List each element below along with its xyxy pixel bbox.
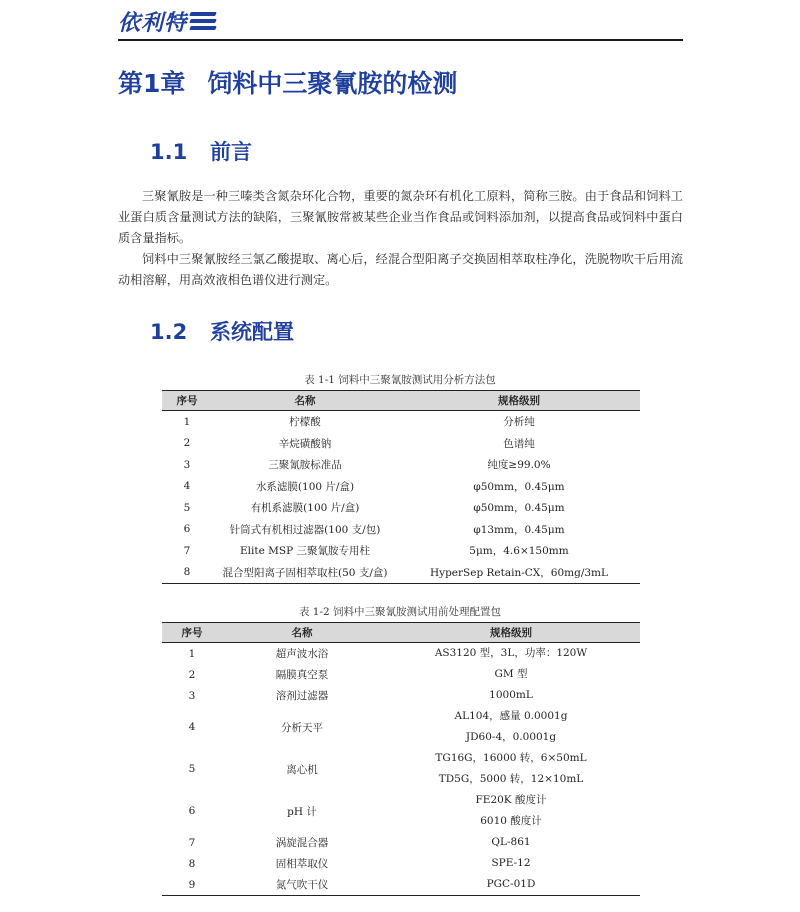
brand-logo	[118, 6, 216, 36]
column-header: 规格级别	[398, 391, 640, 411]
item-name-cell: 氮气吹干仪	[222, 874, 382, 896]
spec-cell	[382, 832, 640, 853]
table-row	[162, 685, 640, 706]
header-divider	[118, 39, 683, 41]
spec-cell: 纯度≥99.0%	[487, 459, 551, 472]
table-row	[162, 433, 640, 455]
spec-line: SPE-12	[491, 857, 531, 869]
table-row	[162, 476, 640, 498]
paragraph: 饲料中三聚氰胺经三氯乙酸提取、离心后，经混合型阳离子交换固相萃取柱净化，洗脱物吹干后用流动相溶解，用高效液相色谱仪进行测定。	[118, 252, 683, 287]
column-header: 规格级别	[382, 623, 640, 643]
spec-cell	[382, 853, 640, 874]
table-row	[162, 411, 640, 433]
row-number-cell: 2	[188, 668, 196, 681]
analysis-kit-table	[162, 390, 640, 584]
page-header	[118, 6, 683, 42]
item-name-cell: 柠檬酸	[289, 416, 321, 429]
spec-line: PGC-01D	[486, 878, 536, 890]
table-caption: 表 1-2 饲料中三聚氰胺测试用前处理配置包	[298, 606, 502, 618]
logo-stripes-icon	[190, 10, 216, 32]
spec-cell	[382, 706, 640, 748]
row-number-cell: 7	[188, 836, 196, 849]
spec-line: TD5G，5000 转，12×10mL	[438, 773, 584, 785]
spec-line: QL-861	[491, 836, 531, 848]
chapter-title-text: 饲料中三聚氰胺的检测	[207, 69, 458, 98]
row-number-cell: 2	[183, 437, 191, 450]
spec-cell: 5μm，4.6×150mm	[469, 545, 569, 558]
table-row	[162, 790, 640, 832]
table-row	[162, 832, 640, 853]
row-number-cell: 5	[183, 501, 191, 514]
table-row	[162, 454, 640, 476]
item-name-cell: 分析天平	[281, 721, 323, 734]
row-number-cell: 8	[188, 857, 196, 870]
column-header: 序号	[162, 391, 212, 411]
table-row	[162, 748, 640, 790]
spec-cell: HyperSep Retain-CX，60mg/3mL	[398, 562, 640, 584]
spec-cell	[382, 685, 640, 706]
spec-line: JD60-4，0.0001g	[465, 731, 557, 743]
table-row	[162, 643, 640, 665]
row-number-cell: 8	[162, 562, 212, 584]
item-name-cell: 三聚氰胺标准品	[268, 459, 342, 472]
section-title-text: 系统配置	[210, 320, 294, 344]
table-row	[162, 497, 640, 519]
chapter-title	[118, 64, 457, 100]
preface-body	[118, 186, 683, 291]
row-number-cell: 1	[188, 647, 196, 660]
item-name-cell: pH 计	[287, 805, 317, 818]
spec-line: TG16G，16000 转，6×50mL	[435, 752, 587, 764]
table-row	[162, 562, 640, 584]
spec-line: FE20K 酸度计	[475, 794, 547, 806]
row-number-cell: 4	[183, 480, 191, 493]
row-number-cell: 9	[162, 874, 222, 896]
table-row	[162, 853, 640, 874]
item-name-cell: Elite MSP 三聚氰胺专用柱	[240, 545, 370, 558]
paragraph: 三聚氰胺是一种三嗪类含氮杂环化合物，重要的氮杂环有机化工原料，简称三胺。由于食品和饲料工业蛋白质含量测试方法的缺陷，三聚氰胺常被某些企业当作食品或饲料添加剂，以提高食品或饲料中蛋白质含量指标。	[118, 189, 683, 245]
row-number-cell: 3	[183, 458, 191, 471]
item-name-cell: 涡旋混合器	[275, 837, 329, 849]
spec-line: GM 型	[494, 668, 528, 680]
item-name-cell: 离心机	[286, 763, 318, 776]
item-name-cell: 辛烷磺酸钠	[278, 437, 332, 450]
row-number-cell: 6	[188, 805, 196, 817]
table-row	[162, 706, 640, 748]
spec-line: 6010 酸度计	[480, 815, 542, 827]
spec-cell: φ50mm，0.45μm	[473, 480, 565, 493]
spec-cell: φ50mm，0.45μm	[473, 502, 565, 515]
row-number-cell: 3	[188, 689, 196, 702]
item-name-cell: 混合型阳离子固相萃取柱(50 支/盒)	[212, 562, 398, 584]
spec-line: AS3120 型，3L，功率：120W	[434, 647, 588, 659]
item-name-cell: 针筒式有机相过滤器(100 支/包)	[229, 523, 381, 536]
table-header-row	[162, 623, 640, 643]
chapter-number: 第1章	[118, 69, 186, 98]
spec-line: AL104，感量 0.0001g	[454, 710, 568, 722]
row-number-cell: 4	[188, 721, 196, 733]
logo-text: 依利特	[118, 10, 188, 36]
table-row	[162, 519, 640, 541]
table-header-row	[162, 391, 640, 411]
table-row	[162, 874, 640, 896]
spec-cell	[382, 643, 640, 665]
spec-cell: 色谱纯	[503, 437, 535, 450]
spec-cell	[382, 874, 640, 896]
table-caption: 表 1-1 饲料中三聚氰胺测试用分析方法包	[304, 374, 496, 386]
item-name-cell: 水系滤膜(100 片/盒)	[255, 480, 355, 493]
item-name-cell: 溶剂过滤器	[275, 690, 329, 702]
spec-line: 1000mL	[489, 689, 533, 701]
row-number-cell: 5	[188, 763, 196, 775]
section-number: 1.2	[150, 320, 188, 344]
spec-cell	[382, 664, 640, 685]
column-header: 名称	[212, 391, 398, 411]
item-name-cell: 固相萃取仪	[275, 858, 329, 870]
column-header: 名称	[222, 623, 382, 643]
item-name-cell: 超声波水浴	[275, 648, 329, 660]
section-title-text: 前言	[210, 140, 252, 164]
spec-cell: 分析纯	[503, 416, 535, 429]
spec-cell	[382, 790, 640, 832]
item-name-cell: 隔膜真空泵	[275, 669, 329, 681]
table-row	[162, 664, 640, 685]
section-heading-system-config	[150, 316, 294, 346]
row-number-cell: 6	[183, 523, 191, 536]
row-number-cell: 1	[183, 415, 191, 428]
column-header: 序号	[162, 623, 222, 643]
spec-cell: φ13mm，0.45μm	[473, 523, 565, 536]
section-heading-preface	[150, 136, 252, 166]
table-row	[162, 540, 640, 562]
row-number-cell: 7	[183, 544, 191, 557]
item-name-cell: 有机系滤膜(100 片/盒)	[250, 502, 360, 515]
spec-cell	[382, 748, 640, 790]
pretreatment-kit-table	[162, 622, 640, 896]
section-number: 1.1	[150, 140, 188, 164]
